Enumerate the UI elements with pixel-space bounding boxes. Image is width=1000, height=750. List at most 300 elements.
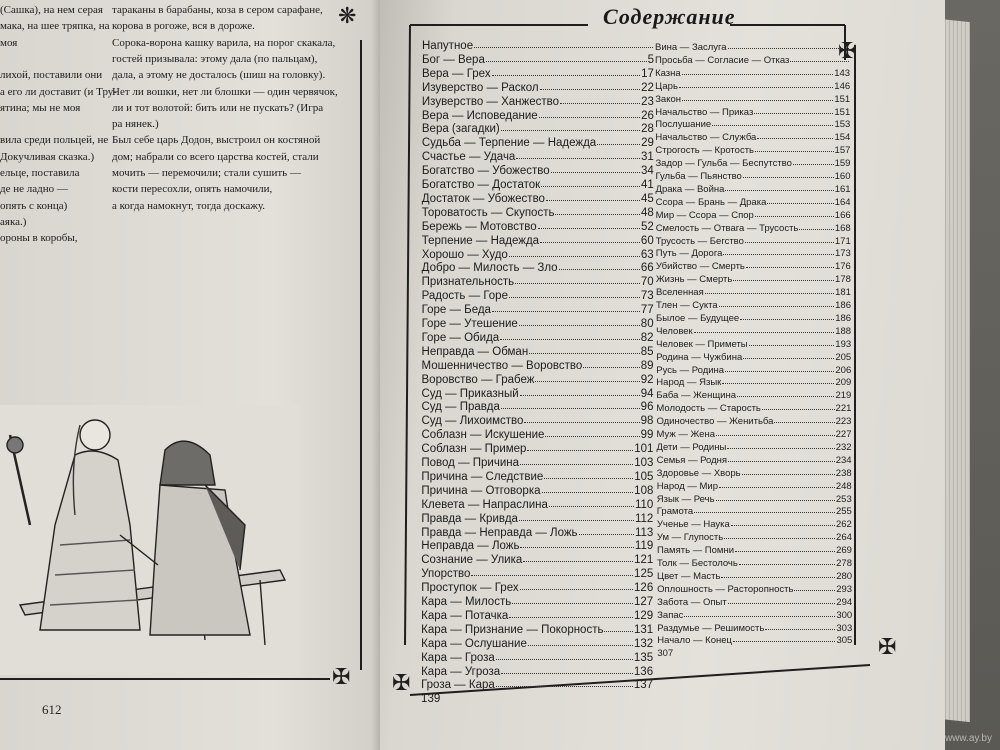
toc-entry: [655, 119, 850, 130]
toc-entry-leader: [733, 635, 835, 642]
toc-entry-label: Напутное: [422, 40, 474, 52]
toc-entry-page: 80: [640, 318, 654, 330]
toc-entry-label: Дети — Родины: [656, 441, 727, 453]
toc-entry-label: Память — Помни: [656, 545, 734, 557]
toc-entry-label: Народ — Язык: [656, 377, 722, 389]
toc-entry-page: 121: [634, 554, 654, 567]
toc-entry-leader: [774, 416, 834, 423]
toc-entry-leader: [546, 193, 640, 201]
toc-entry-page: 132: [633, 637, 654, 650]
toc-entry: [421, 401, 653, 413]
toc-entry-leader: [520, 457, 633, 465]
toc-entry-page: 193: [835, 338, 852, 350]
toc-entry-label: Изуверство — Раскол: [421, 81, 539, 94]
toc-entry-page: 181: [835, 287, 851, 299]
toc-entry-label: Закон: [655, 93, 682, 105]
toc-entry-leader: [486, 54, 647, 62]
toc-entry: [656, 210, 851, 221]
toc-entry: [655, 81, 850, 92]
left-page-text-line: опять с конца): [0, 199, 68, 212]
toc-entry: [421, 610, 653, 622]
toc-entry-label: Кара — Милость: [421, 596, 512, 608]
toc-entry-page: 209: [835, 377, 852, 389]
toc-entry: [656, 184, 851, 195]
toc-entry-page: 232: [835, 441, 852, 453]
toc-entry: [422, 68, 654, 80]
toc-entry-label: Родина — Чужбина: [656, 351, 743, 363]
toc-entry-leader: [579, 527, 634, 535]
toc-entry: [422, 388, 654, 400]
toc-entry-label: Бог — Вера: [421, 53, 485, 66]
toc-entry-leader: [496, 679, 633, 687]
left-page-border-bottom: [0, 678, 330, 680]
toc-entry-leader: [501, 401, 640, 409]
toc-entry-label: Молодость — Старость: [656, 403, 761, 415]
toc-entry-page: 99: [640, 429, 654, 442]
toc-entry: [422, 276, 654, 288]
toc-entry: [422, 318, 654, 330]
toc-entry-page: 85: [640, 345, 654, 358]
left-page-text-line: моя: [0, 36, 18, 49]
toc-entry-leader: [684, 610, 835, 617]
toc-entry-leader: [740, 313, 834, 320]
ornament-bottom-left: ✠: [332, 664, 351, 689]
left-page-text-line: корова в рогоже, вся в дороже.: [112, 20, 255, 33]
toc-entry-page: 110: [634, 498, 654, 511]
toc-entry: [421, 443, 653, 455]
left-page-text-line: аяка.): [0, 215, 27, 228]
toc-entry-leader: [500, 332, 640, 340]
toc-entry: [657, 623, 852, 634]
toc-entry-leader: [520, 388, 640, 396]
toc-entry: [422, 235, 654, 247]
toc-entry-leader: [682, 68, 834, 75]
toc-entry-label: Толк — Бестолочь: [657, 558, 738, 569]
toc-entry-leader: [492, 68, 641, 76]
toc-entry: [655, 68, 850, 79]
toc-entry-leader: [722, 377, 834, 384]
toc-entry: [656, 416, 851, 427]
toc-entry-label: Изуверство — Ханжество: [421, 95, 560, 108]
toc-entry-page: 269: [836, 545, 852, 557]
toc-entry-leader: [520, 540, 633, 548]
toc-entry-page: 253: [835, 493, 852, 505]
toc-entry: [421, 554, 653, 566]
toc-entry-page: 60: [640, 234, 654, 247]
toc-entry-leader: [725, 365, 834, 372]
left-page-text-line: кости пересохли, опять намочили,: [112, 183, 273, 196]
toc-entry-label: Бережь — Мотовство: [421, 220, 537, 233]
toc-entry-leader: [560, 96, 640, 104]
toc-entry-label: Неправда — Ложь: [421, 540, 520, 553]
toc-entry-page: 143: [834, 67, 851, 79]
toc-entry-leader: [757, 132, 833, 139]
toc-entry: [422, 221, 654, 233]
toc-entry-leader: [719, 481, 835, 488]
toc-entry-leader: [728, 42, 849, 49]
toc-entry-label: Начало — Конец: [657, 635, 732, 647]
toc-entry-page: 137: [633, 679, 654, 692]
toc-entry: [655, 132, 850, 143]
toc-entry: [421, 499, 653, 511]
toc-entry-leader: [794, 584, 835, 591]
toc-entry-label: Кара — Признание — Покорность: [421, 623, 604, 636]
toc-entry-leader: [705, 287, 834, 294]
toc-entry: [421, 679, 653, 691]
toc-entry-page: 205: [835, 351, 852, 363]
toc-entry-leader: [767, 197, 833, 204]
toc-entry-page: 98: [640, 415, 654, 428]
left-page-text-line: де не ладно —: [0, 183, 68, 196]
toc-entry: [422, 82, 654, 94]
toc-entry-page: 159: [834, 158, 851, 170]
toc-entry: [657, 648, 852, 659]
toc-entry-leader: [597, 137, 640, 145]
toc-entry-label: Гроза — Кара: [421, 679, 495, 692]
toc-entry-leader: [721, 571, 835, 578]
toc-entry-label: Убийство — Смерть: [655, 261, 745, 273]
toc-entry-leader: [754, 107, 833, 114]
toc-entry: [421, 513, 653, 525]
toc-entry-label: Жизнь — Смерть: [655, 274, 733, 286]
toc-entry: [656, 339, 851, 350]
toc-entry-page: 206: [835, 364, 852, 376]
toc-entry: [657, 597, 852, 608]
toc-entry-page: 219: [835, 390, 852, 402]
toc-entry-page: 176: [834, 261, 851, 273]
toc-entry-leader: [474, 40, 653, 48]
toc-entry: [421, 582, 653, 594]
toc-entry-label: Кара — Ослушание: [421, 637, 527, 650]
toc-entry-page: 92: [640, 373, 654, 386]
toc-entry-leader: [559, 262, 640, 270]
toc-entry: [422, 332, 654, 344]
toc-entry: [657, 442, 852, 453]
toc-entry: [421, 429, 653, 441]
toc-entry-page: 77: [640, 304, 654, 317]
toc-entry-leader: [509, 249, 640, 257]
toc-entry-leader: [737, 390, 834, 397]
toc-entry: [657, 635, 852, 646]
toc-entry: [656, 352, 851, 363]
toc-entry-leader: [516, 151, 640, 159]
toc-entry: [656, 274, 851, 285]
toc-entry-leader: [540, 235, 640, 243]
ornament-bottom-toc: ✠: [392, 670, 411, 695]
ornament-top-right: ✠: [838, 38, 857, 63]
toc-entry: [656, 261, 851, 272]
toc-entry-page: 34: [641, 165, 654, 178]
toc-entry-leader: [723, 248, 834, 255]
toc-entry-leader: [762, 403, 835, 410]
toc-entry-label: Правда — Кривда: [421, 512, 518, 525]
toc-entry-leader: [512, 596, 633, 604]
toc-entry-page: 119: [634, 540, 654, 553]
toc-entry-leader: [790, 55, 849, 62]
toc-entry-page: 17: [641, 67, 654, 80]
toc-entry: [421, 652, 653, 664]
toc-entry-label: Запас: [657, 609, 684, 621]
toc-entry-page: 234: [835, 454, 852, 466]
toc-entry-leader: [725, 184, 833, 191]
toc-entry-label: Начальство — Приказ: [655, 106, 754, 118]
toc-entry-label: Вера — Грех: [421, 67, 491, 80]
toc-entry-label: Гульба — Пьянство: [655, 171, 742, 182]
toc-entry-page: 131: [633, 623, 654, 636]
toc-entry-label: Горе — Утешение: [421, 318, 518, 330]
toc-entry-label: Мир — Ссора — Спор: [655, 209, 754, 221]
toc-entry: [655, 158, 850, 169]
toc-entry-label: Вселенная: [655, 287, 704, 299]
toc-entry-page: 23: [641, 95, 654, 108]
toc-entry-page: 164: [834, 196, 851, 208]
toc-entry: [656, 197, 851, 208]
toc-entry-page: 160: [834, 171, 851, 182]
toc-entry: [656, 377, 851, 388]
toc-entry-page: 255: [835, 506, 852, 518]
toc-entry-page: 89: [640, 359, 654, 372]
toc-entry: [421, 471, 653, 483]
toc-entry-label: Сознание — Улика: [421, 554, 523, 567]
toc-entry-label: Русь — Родина: [656, 364, 725, 376]
toc-entry-page: 125: [634, 568, 654, 581]
toc-entry-leader: [555, 207, 639, 215]
toc-entry-label: Горе — Беда: [421, 304, 491, 317]
toc-entry-leader: [509, 610, 633, 618]
toc-entry-leader: [739, 558, 835, 565]
toc-entry: [421, 485, 653, 497]
toc-entry-leader: [719, 300, 835, 307]
toc-entry: [422, 110, 654, 122]
folk-illustration: [0, 405, 300, 675]
toc-entry-label: Народ — Мир: [656, 480, 719, 492]
toc-entry-leader: [727, 442, 834, 449]
toc-entry-page: 154: [834, 132, 851, 144]
toc-entry-leader: [540, 82, 641, 90]
left-page-text-line: лихой, поставили они: [0, 69, 103, 82]
toc-entry: [657, 481, 852, 492]
toc-entry-leader: [712, 119, 833, 126]
toc-entry-label: Терпение — Надежда: [421, 234, 540, 247]
toc-entry-label: Вера (загадки): [421, 123, 500, 136]
toc-entry-leader: [523, 554, 633, 562]
toc-entry-leader: [716, 494, 835, 501]
toc-entry-leader: [528, 638, 633, 646]
toc-entry-page: 22: [641, 81, 654, 94]
toc-entry: [656, 403, 851, 414]
toc-entry-page: 178: [835, 274, 851, 286]
toc-entry-leader: [746, 261, 834, 268]
left-page-text-line: мочить — перемочили; стали сушить —: [112, 167, 301, 179]
toc-entry: [657, 468, 852, 479]
toc-entry: [421, 415, 653, 427]
toc-entry-label: Былое — Будущее: [656, 312, 740, 324]
toc-entry: [657, 584, 852, 595]
toc-entry-page: 278: [836, 558, 852, 569]
toc-entry-label: Грамота: [656, 506, 694, 518]
toc-entry-page: 161: [834, 183, 851, 195]
toc-entry: [422, 165, 654, 177]
toc-entry-label: Ученье — Наука: [656, 519, 730, 531]
toc-entry-page: 45: [640, 192, 654, 205]
toc-entry: [656, 223, 851, 234]
toc-entry: [656, 300, 851, 311]
toc-entry-leader: [542, 485, 634, 493]
toc-entry: [657, 545, 852, 556]
toc-entry-page: 48: [640, 206, 654, 219]
toc-entry-leader: [724, 532, 835, 539]
left-page-text-line: а когда намокнут, тогда доскажу.: [112, 199, 265, 212]
toc-entry-leader: [529, 346, 640, 354]
toc-entry-page: 280: [836, 570, 853, 582]
toc-entry-leader: [520, 582, 633, 590]
toc-entry-leader: [519, 513, 634, 521]
toc-entry-leader: [728, 597, 836, 604]
toc-entry-leader: [799, 223, 833, 230]
toc-entry-page: 52: [640, 220, 654, 233]
left-page-text-line: Сорока-ворона кашку варила, на порог скакала,: [112, 36, 336, 49]
left-page-text-line: ра нянек.): [112, 118, 159, 131]
toc-entry-leader: [731, 519, 835, 526]
toc-entry-label: Повод — Причина: [421, 457, 520, 469]
toc-entry: [657, 494, 852, 505]
toc-entry: [655, 145, 850, 156]
toc-entry-leader: [509, 290, 640, 298]
toc-entry: [657, 455, 852, 466]
toc-entry-leader: [694, 326, 835, 333]
toc-entry-leader: [682, 94, 833, 101]
toc-entry-label: Драка — Война: [655, 183, 725, 195]
toc-entry-page: 262: [835, 519, 852, 531]
toc-entry-page: 307: [657, 648, 674, 660]
toc-entry-page: 127: [634, 596, 654, 608]
toc-entry-page: 112: [634, 512, 654, 525]
toc-entry-label: Кара — Гроза: [421, 651, 495, 664]
toc-entry-label: Вера — Исповедание: [421, 109, 538, 122]
toc-entry-label: Кара — Угроза: [421, 665, 501, 678]
left-page-text-line: ельце, поставила: [0, 167, 80, 179]
toc-entry-page: 135: [633, 651, 654, 664]
toc-entry: [422, 374, 654, 386]
toc-entry: [422, 40, 654, 52]
toc-entry-label: Смелость — Отвага — Трусость: [655, 222, 799, 234]
toc-entry-leader: [793, 158, 834, 165]
toc-entry-leader: [735, 545, 835, 552]
toc-entry: [422, 123, 654, 135]
toc-entry-label: Муж — Жена: [656, 429, 715, 440]
toc-entry-label: Признательность: [421, 276, 515, 289]
toc-entry-page: 173: [834, 248, 851, 260]
toc-entry-label: Вина — Заслуга: [655, 42, 727, 53]
toc-entry-leader: [745, 236, 834, 243]
toc-entry-label: Царь: [655, 80, 678, 92]
toc-entry: [421, 666, 653, 678]
toc-entry-leader: [535, 374, 639, 382]
toc-entry: [655, 107, 850, 118]
toc-entry: [422, 346, 654, 358]
toc-entry-label: Богатство — Убожество: [421, 165, 550, 178]
toc-entry: [422, 262, 654, 274]
toc-entry-leader: [527, 443, 633, 451]
toc-entry-leader: [743, 171, 834, 178]
toc-entry: [656, 326, 851, 337]
toc-entry-page: 166: [834, 209, 851, 221]
toc-entry-page: 82: [640, 331, 654, 344]
left-page-text-line: гостей призывала: этому дала (по пальцам),: [112, 52, 318, 65]
toc-entry: [421, 624, 653, 636]
toc-entry-label: Причина — Отговорка: [421, 484, 541, 497]
toc-entry-page: 5: [647, 53, 654, 66]
toc-entry: [656, 287, 851, 298]
toc-entry-page: 101: [634, 443, 654, 456]
toc-entry-page: 70: [640, 276, 654, 289]
toc-entry-page: 94: [640, 387, 654, 400]
toc-entry-label: Правда — Неправда — Ложь: [421, 526, 578, 539]
toc-entry-label: Цвет — Масть: [657, 570, 721, 582]
toc-entry: [422, 304, 654, 316]
toc-entry: [657, 610, 852, 621]
toc-entry-page: 221: [835, 403, 852, 415]
toc-entry: [655, 55, 850, 66]
toc-entry: [655, 42, 850, 53]
toc-entry-page: 113: [634, 526, 654, 539]
toc-entry-page: 238: [835, 467, 852, 479]
toc-entry: [657, 532, 852, 543]
left-page-text-line: дала, а этому не досталось (шиш на головку).: [112, 69, 326, 82]
toc-entry-page: 300: [836, 609, 853, 621]
toc-entry-page: 28: [641, 123, 654, 136]
toc-entry-label: Судьба — Терпение — Надежда: [421, 137, 597, 150]
left-page-text-line: тараканы в барабаны, коза в сером сарафане,: [112, 4, 323, 16]
toc-entry-leader: [549, 499, 634, 507]
toc-entry-page: 293: [836, 583, 853, 595]
toc-entry-label: Строгость — Кротость: [655, 145, 755, 157]
toc-entry-page: 248: [835, 480, 852, 492]
left-page-text-line: (Сашка), на нем серая: [0, 4, 103, 16]
toc-entry: [657, 429, 852, 440]
toc-entry-leader: [604, 624, 633, 632]
toc-entry-label: Забота — Опыт: [657, 596, 727, 608]
toc-entry-label: Баба — Женщина: [656, 390, 736, 402]
toc-entry-label: Просьба — Согласие — Отказ: [655, 54, 790, 66]
toc-entry-page: 129: [633, 609, 654, 622]
toc-entry-label: Соблазн — Искушение: [421, 429, 545, 442]
toc-entry-label: Воровство — Грабеж: [421, 373, 535, 386]
left-page-text-line: Докучливая сказка.): [0, 150, 95, 163]
left-page-text-line: ороны в коробы,: [0, 232, 78, 245]
toc-entry-page: 29: [641, 137, 654, 150]
toc-entry-leader: [733, 274, 834, 281]
toc-entry: [421, 693, 653, 705]
toc-entry: [422, 193, 654, 205]
woman-1-head: [80, 420, 110, 450]
toc-entry-label: Суд — Лихоимство: [421, 415, 524, 428]
toc-entry-leader: [728, 455, 835, 462]
toc-entry: [657, 506, 852, 517]
page-number: 612: [42, 702, 62, 717]
toc-entry: [422, 290, 654, 302]
toc-entry: [422, 249, 654, 261]
toc-entry-label: Человек: [656, 325, 693, 337]
toc-entry-label: Достаток — Убожество: [421, 192, 545, 205]
toc-entry-leader: [679, 81, 833, 88]
toc-entry-page: 168: [834, 222, 851, 234]
toc-entry-leader: [765, 623, 835, 630]
toc-entry-label: Хорошо — Худо: [421, 248, 508, 261]
toc-entry: [657, 519, 852, 530]
toc-entry-page: 227: [835, 429, 852, 440]
toc-entry-leader: [501, 123, 640, 131]
